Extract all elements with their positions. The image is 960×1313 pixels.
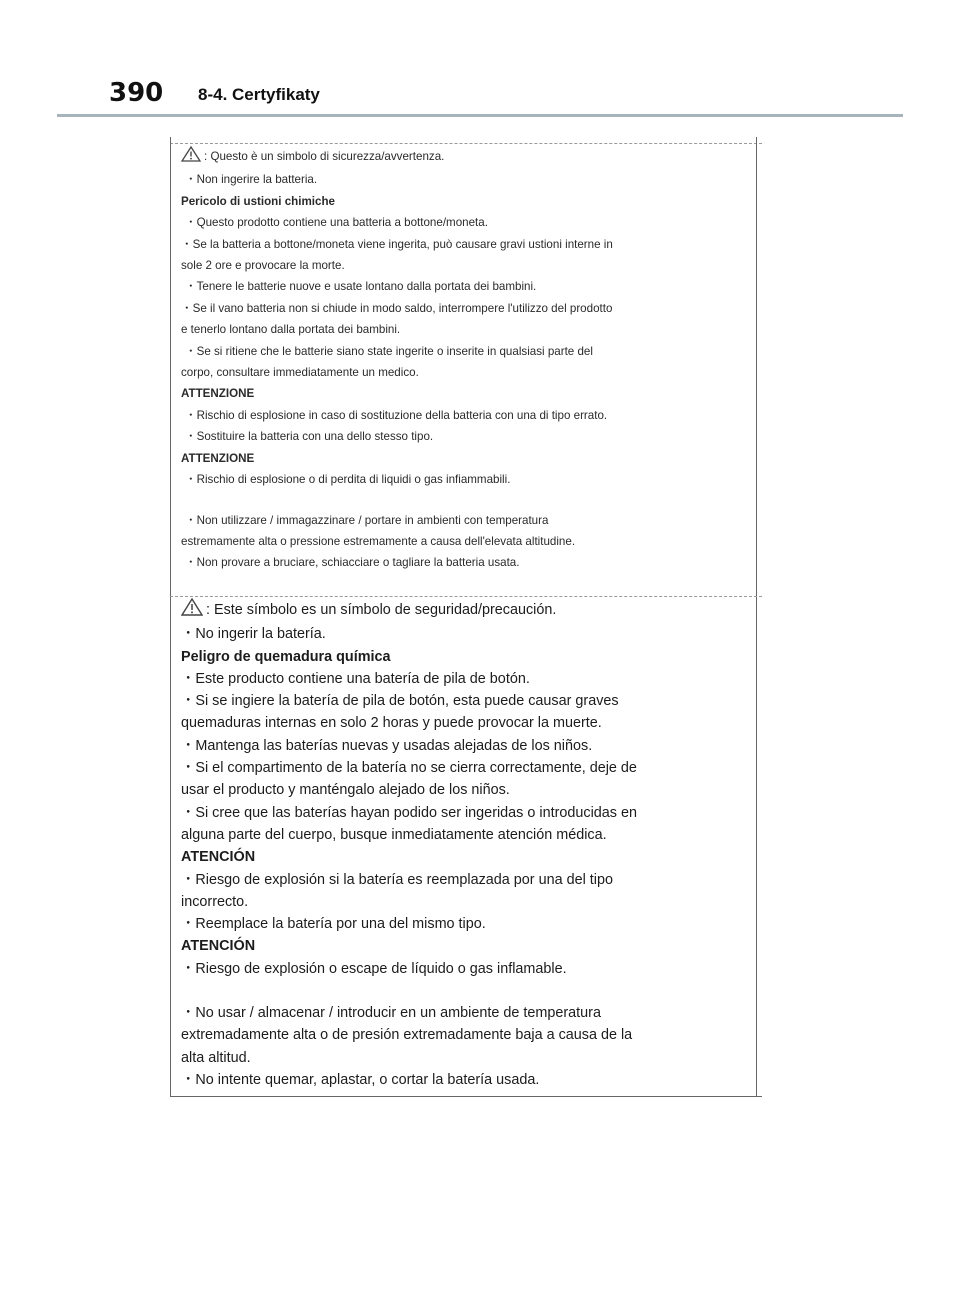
italian-line: ・Tenere le batterie nuove e usate lontano dalla portata dei bambini. — [185, 280, 537, 294]
spanish-line: ・Reemplace la batería por una del mismo tipo. — [181, 916, 486, 933]
italian-line: ・Non ingerire la batteria. — [185, 173, 318, 187]
spanish-line: extremadamente alta o de presión extremadamente baja a causa de la — [181, 1027, 633, 1044]
italian-symbol-label: : Questo è un simbolo di sicurezza/avvertenza. — [204, 150, 445, 163]
spanish-line: incorrecto. — [181, 893, 249, 910]
spanish-line: ・Si cree que las baterías hayan podido ser ingeridas o introducidas en — [181, 804, 637, 821]
spanish-line: ・Mantenga las baterías nuevas y usadas alejadas de los niños. — [181, 737, 593, 754]
spanish-line: ・Este producto contiene una batería de pila de botón. — [181, 670, 530, 687]
spanish-line: alta altitud. — [181, 1049, 251, 1066]
spanish-line: alguna parte del cuerpo, busque inmediatamente atención médica. — [181, 826, 607, 843]
frame-left-border — [170, 137, 171, 1097]
spanish-heading: Peligro de quemadura química — [181, 648, 391, 665]
italian-heading: ATTENZIONE — [181, 451, 255, 465]
italian-line: ・Questo prodotto contiene una batteria a bottone/moneta. — [185, 216, 488, 230]
italian-spacer — [181, 491, 741, 510]
page-header — [57, 78, 903, 117]
italian-warning-section — [181, 146, 741, 574]
frame-divider — [170, 596, 762, 597]
italian-line: ・Se la batteria a bottone/moneta viene ingerita, può causare gravi ustioni interne in — [181, 237, 613, 251]
spanish-heading: ATENCIÓN — [181, 849, 256, 866]
spanish-spacer — [181, 980, 741, 1002]
spanish-line: ・Riesgo de explosión o escape de líquido o gas inflamable. — [181, 960, 567, 977]
frame-top-border — [170, 143, 762, 144]
italian-line: ・Se si ritiene che le batterie siano state ingerite o inserite in qualsiasi parte del — [185, 344, 593, 358]
spanish-line: quemaduras internas en solo 2 horas y puede provocar la muerte. — [181, 715, 602, 732]
spanish-line: ・Si se ingiere la batería de pila de botón, esta puede causar graves — [181, 693, 619, 710]
spanish-line: usar el producto y manténgalo alejado de los niños. — [181, 782, 510, 799]
frame-right-border — [756, 137, 757, 1097]
italian-line: sole 2 ore e provocare la morte. — [181, 259, 345, 273]
frame-bottom-border — [170, 1096, 762, 1097]
italian-heading: ATTENZIONE — [181, 387, 255, 401]
warning-triangle-icon — [181, 146, 201, 169]
italian-line: ・Non provare a bruciare, schiacciare o tagliare la batteria usata. — [185, 556, 520, 570]
spanish-line: ・No intente quemar, aplastar, o cortar la batería usada. — [181, 1071, 540, 1088]
italian-line: ・Sostituire la batteria con una dello stesso tipo. — [185, 430, 434, 444]
spanish-line: ・Si el compartimento de la batería no se cierra correctamente, deje de — [181, 760, 637, 777]
italian-symbol-line — [181, 146, 741, 169]
page-number: 390 — [109, 78, 164, 108]
spanish-line: ・Riesgo de explosión si la batería es reemplazada por una del tipo — [181, 871, 613, 888]
spanish-line: ・No usar / almacenar / introducir en un ambiente de temperatura — [181, 1005, 601, 1022]
italian-line: ・Rischio di esplosione o di perdita di liquidi o gas infiammabili. — [185, 473, 511, 487]
spanish-symbol-line — [181, 598, 741, 623]
italian-line: ・Rischio di esplosione in caso di sostituzione della batteria con una di tipo errato. — [185, 408, 608, 422]
italian-line: e tenerlo lontano dalla portata dei bambini. — [181, 323, 401, 337]
spanish-warning-section — [181, 598, 741, 1091]
italian-line: ・Se il vano batteria non si chiude in modo saldo, interrompere l'utilizzo del prodotto — [181, 301, 613, 315]
spanish-symbol-label: : Este símbolo es un símbolo de seguridad/precaución. — [206, 602, 557, 618]
italian-heading: Pericolo di ustioni chimiche — [181, 194, 335, 208]
spanish-heading: ATENCIÓN — [181, 938, 256, 955]
section-title: 8-4. Certyfikaty — [198, 85, 320, 104]
spanish-line: ・No ingerir la batería. — [181, 626, 326, 643]
italian-line: corpo, consultare immediatamente un medico. — [181, 366, 419, 380]
warning-triangle-icon — [181, 598, 203, 623]
italian-line: estremamente alta o pressione estremamente a causa dell'elevata altitudine. — [181, 534, 576, 548]
italian-line: ・Non utilizzare / immagazzinare / portare in ambienti con temperatura — [185, 513, 549, 527]
